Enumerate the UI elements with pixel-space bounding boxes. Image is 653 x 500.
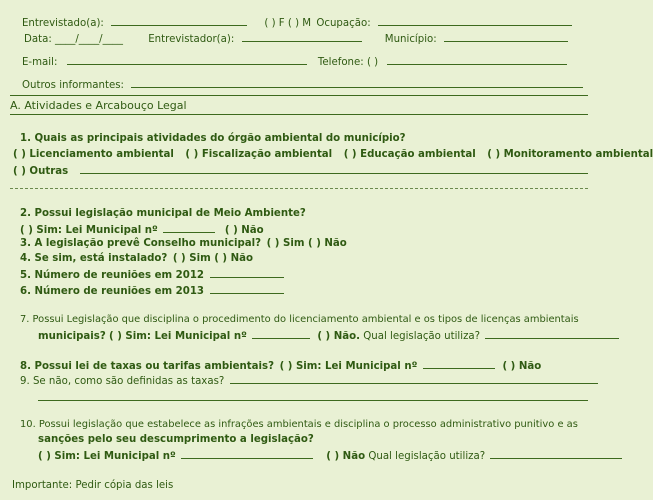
question-8: 8. Possui lei de taxas ou tarifas ambientais? bbox=[20, 361, 275, 372]
question-2: 2. Possui legislação municipal de Meio Ambiente? bbox=[20, 208, 306, 219]
q1-fiscalizacao-option[interactable]: ( ) Fiscalização ambiental bbox=[185, 149, 333, 160]
q9-continuation-line bbox=[38, 400, 588, 401]
interviewee-label: Entrevistado(a): bbox=[22, 18, 104, 29]
question-4: 4. Se sim, está instalado? bbox=[20, 253, 168, 264]
q10-nao-option[interactable]: ( ) Não bbox=[326, 451, 366, 462]
q8-nao-option[interactable]: ( ) Não bbox=[502, 361, 542, 372]
q1-licenciamento-option[interactable]: ( ) Licenciamento ambiental bbox=[13, 149, 174, 160]
date-field[interactable]: Data: ____/____/____ bbox=[24, 34, 123, 45]
q1-monitoramento-option[interactable]: ( ) Monitoramento ambiental bbox=[487, 149, 653, 160]
q7-qual-label: Qual legislação utiliza? bbox=[363, 331, 481, 342]
q10-qual-label: Qual legislação utiliza? bbox=[368, 451, 486, 462]
email-field[interactable] bbox=[67, 54, 307, 65]
q7-law-number-field[interactable] bbox=[252, 328, 310, 339]
interviewee-field[interactable] bbox=[111, 15, 247, 26]
sex-options[interactable]: ( ) F ( ) M bbox=[264, 18, 312, 29]
municipality-field[interactable] bbox=[444, 31, 568, 42]
question-9: 9. Se não, como são definidas as taxas? bbox=[20, 376, 225, 387]
q5-meetings-field[interactable] bbox=[210, 267, 284, 278]
q7-sim-option[interactable]: ( ) Sim: Lei Municipal nº bbox=[109, 331, 247, 342]
section-bottom-rule bbox=[10, 114, 588, 115]
q2-law-number-field[interactable] bbox=[163, 222, 215, 233]
question-6: 6. Número de reuniões em 2013 bbox=[20, 286, 205, 297]
other-informants-field[interactable] bbox=[131, 77, 583, 88]
section-title: A. Atividades e Arcabouço Legal bbox=[10, 99, 187, 112]
q9-answer-field[interactable] bbox=[230, 373, 598, 384]
phone-field[interactable] bbox=[387, 54, 567, 65]
question-3: 3. A legislação prevê Conselho municipal? bbox=[20, 238, 262, 249]
q7-nao-option[interactable]: ( ) Não. bbox=[317, 331, 360, 342]
interviewer-label: Entrevistador(a): bbox=[148, 34, 235, 45]
question-7-cont: municipais? bbox=[38, 331, 106, 342]
section-top-rule bbox=[10, 95, 588, 96]
q10-law-number-field[interactable] bbox=[181, 448, 313, 459]
q1-outras-option[interactable]: ( ) Outras bbox=[13, 166, 69, 177]
question-7: 7. Possui Legislação que disciplina o procedimento do licenciamento ambiental e os tipos de licenças ambientais bbox=[20, 314, 579, 325]
q6-meetings-field[interactable] bbox=[210, 283, 284, 294]
q8-law-number-field[interactable] bbox=[423, 358, 495, 369]
phone-label: Telefone: ( ) bbox=[317, 57, 379, 68]
q2-nao-option[interactable]: ( ) Não bbox=[224, 225, 264, 236]
q4-options[interactable]: ( ) Sim ( ) Não bbox=[172, 253, 254, 264]
occupation-label: Ocupação: bbox=[316, 18, 371, 29]
occupation-field[interactable] bbox=[378, 15, 572, 26]
question-1: 1. Quais as principais atividades do órgão ambiental do município? bbox=[20, 133, 406, 144]
q3-options[interactable]: ( ) Sim ( ) Não bbox=[266, 238, 347, 249]
q1-outras-field[interactable] bbox=[80, 163, 588, 174]
q1-continuation-line bbox=[10, 188, 588, 189]
q1-educacao-option[interactable]: ( ) Educação ambiental bbox=[343, 149, 476, 160]
q7-qual-field[interactable] bbox=[485, 328, 619, 339]
important-note: Importante: Pedir cópia das leis bbox=[12, 480, 174, 491]
question-5: 5. Número de reuniões em 2012 bbox=[20, 270, 205, 281]
email-label: E-mail: bbox=[22, 57, 58, 68]
q2-sim-option[interactable]: ( ) Sim: Lei Municipal nº bbox=[20, 225, 158, 236]
interviewer-field[interactable] bbox=[242, 31, 362, 42]
question-10-cont: sanções pelo seu descumprimento a legislação? bbox=[38, 434, 314, 445]
question-10: 10. Possui legislação que estabelece as infrações ambientais e disciplina o processo administrativo punitivo e as bbox=[20, 419, 578, 430]
municipality-label: Município: bbox=[384, 34, 437, 45]
q10-qual-field[interactable] bbox=[490, 448, 622, 459]
other-informants-label: Outros informantes: bbox=[22, 80, 124, 91]
q10-sim-option[interactable]: ( ) Sim: Lei Municipal nº bbox=[38, 451, 176, 462]
q8-sim-option[interactable]: ( ) Sim: Lei Municipal nº bbox=[279, 361, 418, 372]
